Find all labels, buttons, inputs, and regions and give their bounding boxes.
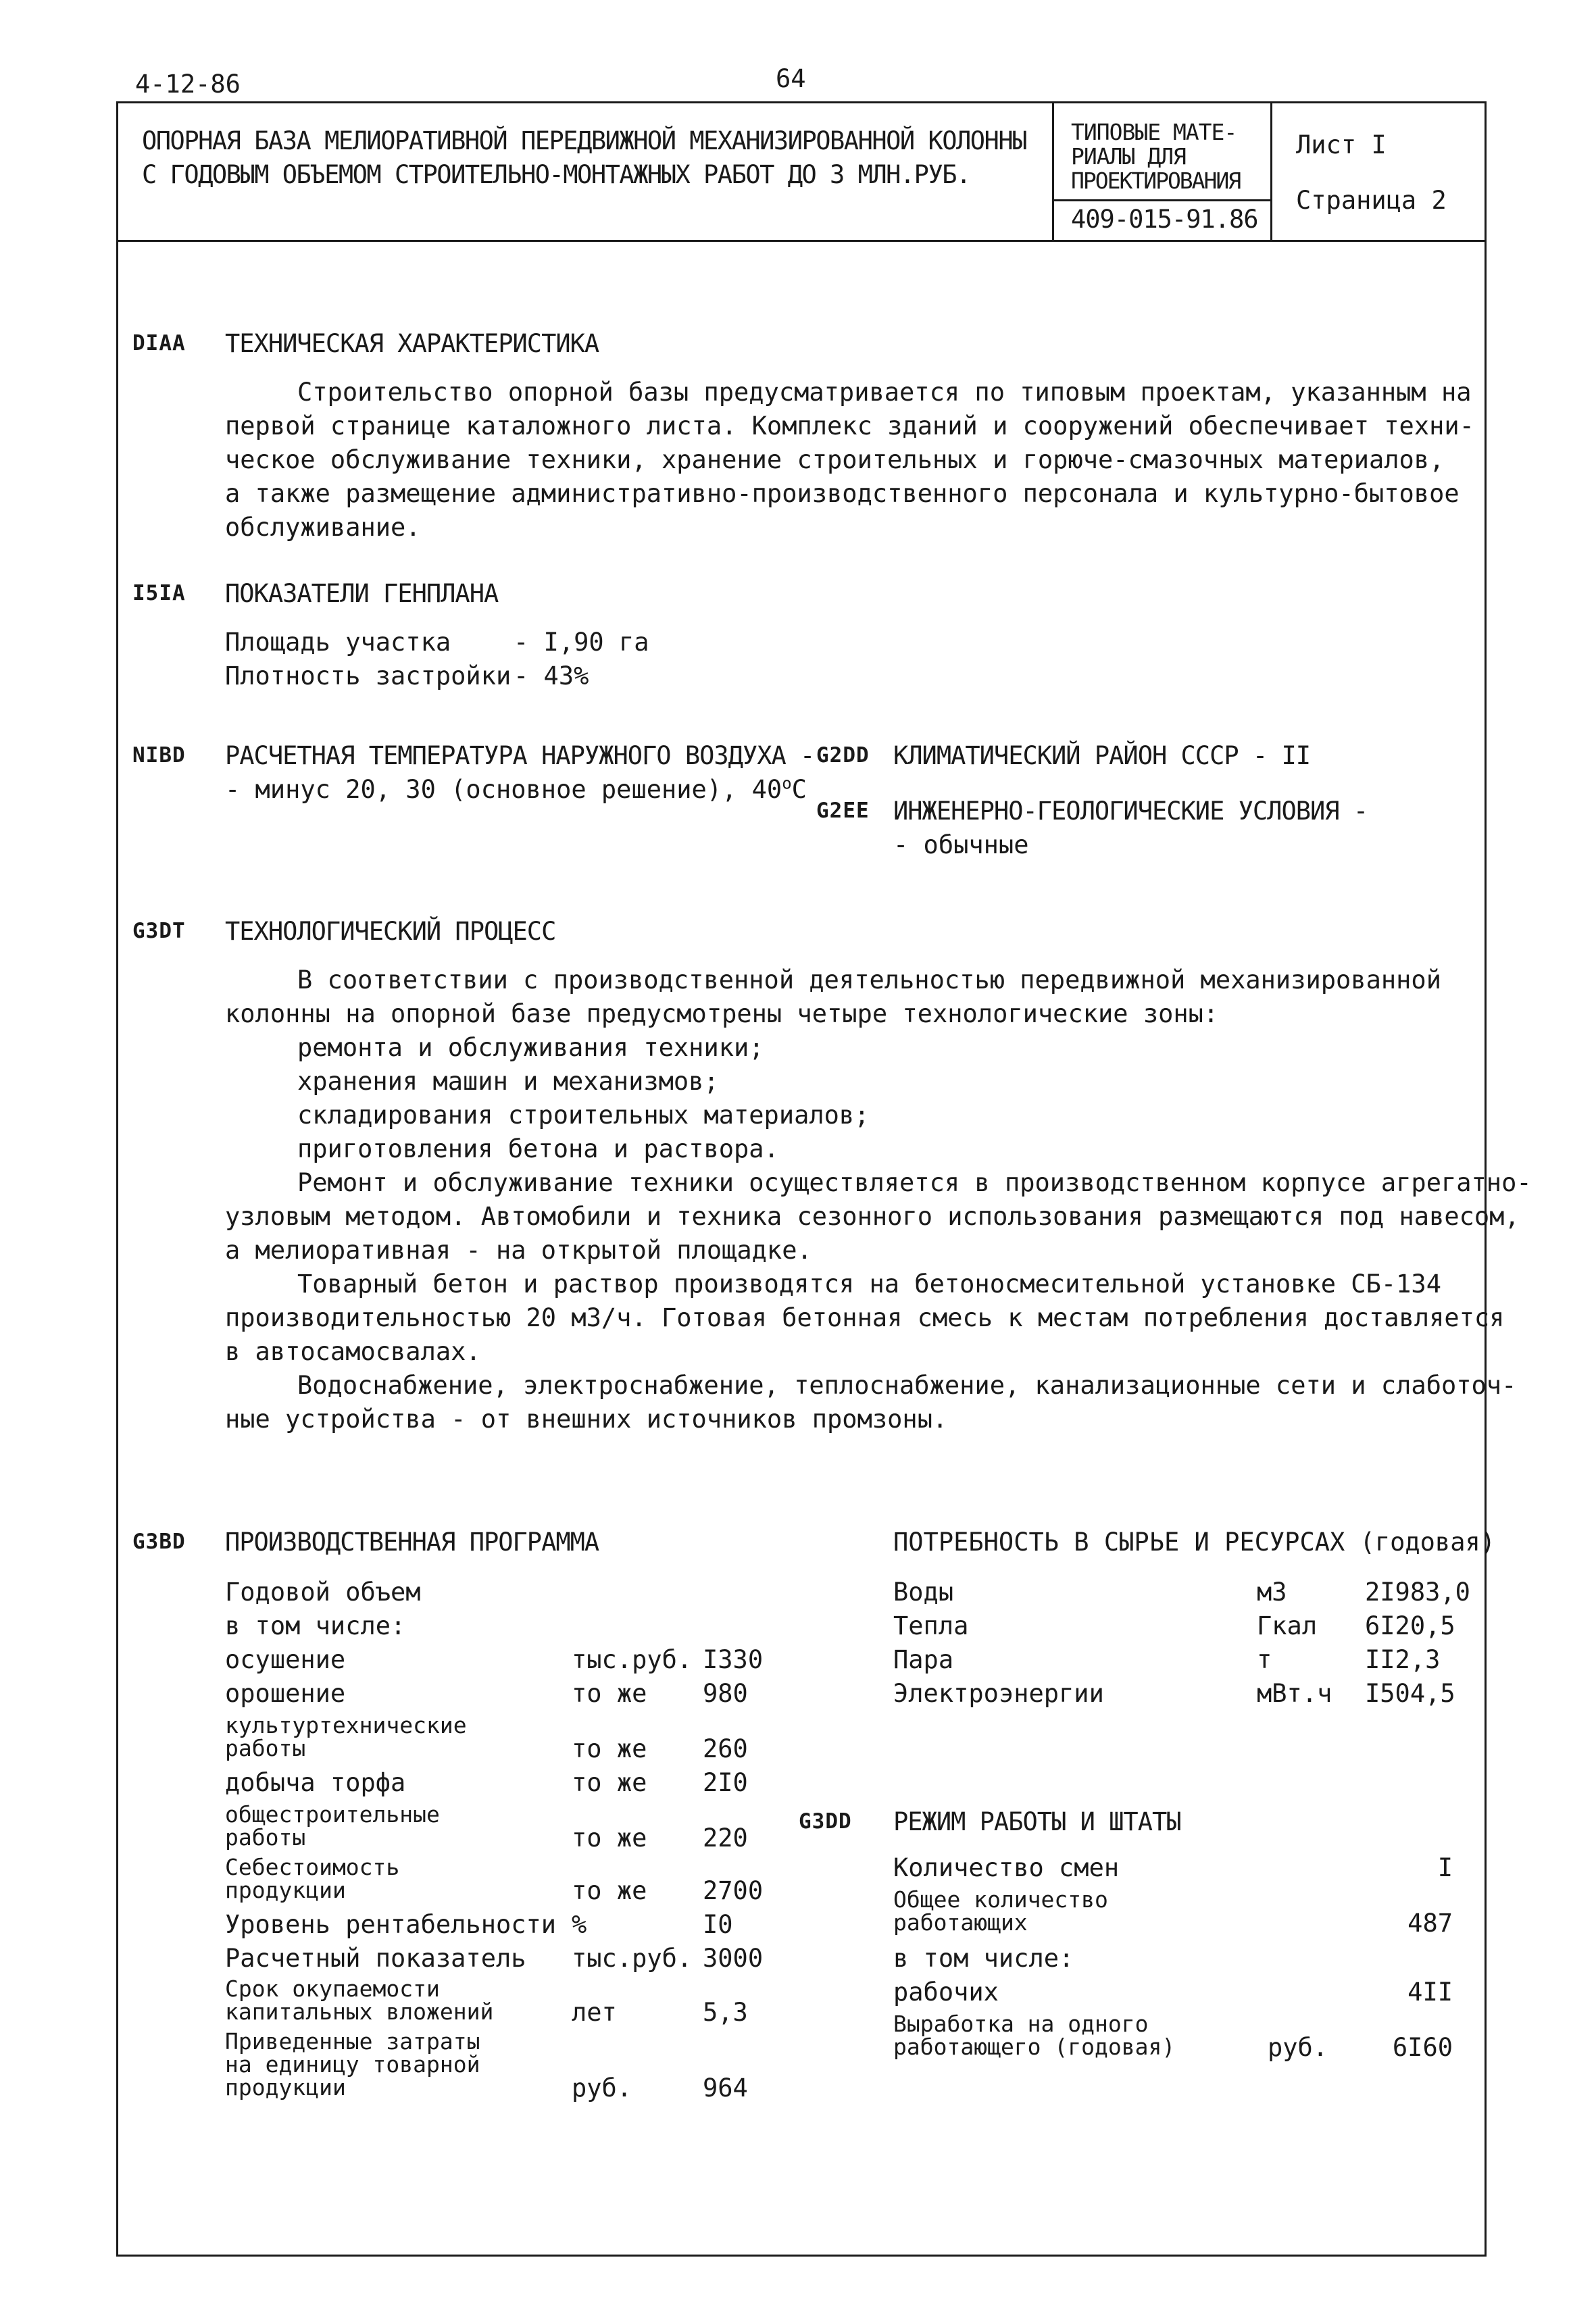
program-unit: то же — [572, 1679, 647, 1708]
program-label: орошение — [225, 1679, 346, 1708]
header-col-divider-2 — [1270, 101, 1272, 241]
program-label: Расчетный показатель — [225, 1944, 526, 1973]
resource-unit: м3 — [1257, 1578, 1287, 1607]
program-label: Себестоимость — [225, 1854, 400, 1880]
program-label: осушение — [225, 1645, 346, 1674]
genplan-value: - 43% — [514, 661, 589, 690]
section-heading: ПОКАЗАТЕЛИ ГЕНПЛАНА — [225, 579, 499, 608]
program-label: продукции — [225, 2074, 346, 2101]
paragraph-line: узловым методом. Автомобили и техника сезонного использования размещаются под навесом, — [225, 1202, 1520, 1231]
resource-unit: Гкал — [1257, 1611, 1318, 1640]
section-code: G2DD — [816, 743, 870, 768]
paragraph-line: Товарный бетон и раствор производятся на бетоносмесительной установке СБ-134 — [297, 1269, 1441, 1299]
paragraph-line: производительностью 20 м3/ч. Готовая бетонная смесь к местам потребления доставляется — [225, 1303, 1505, 1332]
materials-line-3: ПРОЕКТИРОВАНИЯ — [1071, 168, 1241, 194]
paragraph-line: колонны на опорной базе предусмотрены четыре технологические зоны: — [225, 999, 1219, 1028]
paragraph-line: а мелиоративная - на открытой площадке. — [225, 1236, 812, 1265]
program-label: общестроительные — [225, 1801, 440, 1828]
paragraph-line: ремонта и обслуживания техники; — [297, 1033, 764, 1062]
header-divider — [116, 240, 1487, 242]
temperature-values: - минус 20, 30 (основное решение), $40^оС$ — [225, 774, 807, 804]
program-unit: то же — [572, 1768, 647, 1797]
header-series-divider — [1052, 199, 1271, 201]
staff-label: работающего (годовая) — [893, 2034, 1176, 2060]
resource-label: Электроэнергии — [893, 1679, 1104, 1708]
resource-label: Тепла — [893, 1611, 969, 1640]
staff-value: 487 — [1407, 1909, 1453, 1938]
climate-region: КЛИМАТИЧЕСКИЙ РАЙОН СССР - II — [893, 741, 1311, 770]
materials-line-2: РИАЛЫ ДЛЯ — [1071, 143, 1186, 170]
page-number: 64 — [776, 64, 806, 93]
program-value: I330 — [703, 1645, 764, 1674]
staff-label: Выработка на одного — [893, 2011, 1149, 2037]
title-line-1: ОПОРНАЯ БАЗА МЕЛИОРАТИВНОЙ ПЕРЕДВИЖНОЙ МЕХАНИЗИРОВАННОЙ КОЛОННЫ — [142, 126, 1026, 155]
staff-label: Общее количество — [893, 1886, 1108, 1913]
program-label: капитальных вложений — [225, 1998, 494, 2025]
program-label: продукции — [225, 1877, 346, 1903]
resource-value: 6I20,5 — [1365, 1611, 1455, 1640]
paragraph-line: В соответствии с производственной деятельностью передвижной механизированной — [297, 965, 1441, 995]
resource-label: Воды — [893, 1578, 954, 1607]
program-label: работы — [225, 1735, 306, 1761]
resource-value: II2,3 — [1365, 1645, 1441, 1674]
program-label: культуртехнические — [225, 1712, 467, 1738]
section-code: I5IA — [132, 581, 186, 605]
staff-label: работающих — [893, 1909, 1028, 1936]
program-value: 5,3 — [703, 1998, 748, 2027]
resource-label: Пара — [893, 1645, 954, 1674]
section-code: G2EE — [816, 799, 870, 823]
resource-value: I504,5 — [1365, 1679, 1455, 1708]
section-code: NIBD — [132, 743, 186, 768]
paragraph-line: хранения машин и механизмов; — [297, 1067, 719, 1096]
series-number: 409-015-91.86 — [1071, 205, 1258, 234]
program-value: 260 — [703, 1734, 748, 1763]
program-unit: тыс.руб. — [572, 1944, 693, 1973]
genplan-label: Плотность застройки — [225, 661, 512, 690]
program-value: 220 — [703, 1823, 748, 1853]
section-heading: РЕЖИМ РАБОТЫ И ШТАТЫ — [893, 1807, 1181, 1836]
paragraph-line: складирования строительных материалов; — [297, 1101, 870, 1130]
staff-unit: руб. — [1268, 2033, 1328, 2062]
program-unit: тыс.руб. — [572, 1645, 693, 1674]
genplan-value: - I,90 га — [514, 628, 649, 657]
staff-value: 4II — [1407, 1978, 1453, 2007]
program-unit: то же — [572, 1876, 647, 1905]
program-label: добыча торфа — [225, 1768, 406, 1797]
program-value: 3000 — [703, 1944, 764, 1973]
paragraph-line: первой странице каталожного листа. Комплекс зданий и сооружений обеспечивает техни- — [225, 411, 1474, 441]
section-heading: ТЕХНИЧЕСКАЯ ХАРАКТЕРИСТИКА — [225, 329, 599, 358]
program-unit: то же — [572, 1734, 647, 1763]
staff-label: в том числе: — [893, 1944, 1074, 1973]
program-label: Срок окупаемости — [225, 1976, 440, 2002]
program-label: Годовой объем — [225, 1578, 421, 1607]
program-value: 2I0 — [703, 1768, 748, 1797]
section-code: G3DT — [132, 919, 186, 943]
paragraph-line: а также размещение административно-производственного персонала и культурно-бытовое — [225, 479, 1460, 508]
geology-conditions-value: - обычные — [893, 830, 1029, 859]
program-label: Приведенные затраты — [225, 2028, 480, 2055]
program-unit: лет — [572, 1998, 617, 2027]
sheet-label: Лист I — [1296, 130, 1387, 159]
paragraph-line: ческое обслуживание техники, хранение строительных и горюче-смазочных материалов, — [225, 445, 1445, 474]
doc-code: 4-12-86 — [135, 70, 241, 99]
section-code: G3BD — [132, 1530, 186, 1554]
staff-label: рабочих — [893, 1978, 999, 2007]
resource-unit: мВт.ч — [1257, 1679, 1332, 1708]
resource-value: 2I983,0 — [1365, 1578, 1470, 1607]
program-label: Уровень рентабельности — [225, 1910, 557, 1939]
program-label: на единицу товарной — [225, 2051, 480, 2078]
genplan-label: Площадь участка — [225, 628, 451, 657]
section-heading: ПРОИЗВОДСТВЕННАЯ ПРОГРАММА — [225, 1528, 599, 1557]
staff-value: 6I60 — [1392, 2033, 1453, 2062]
section-heading: ТЕХНОЛОГИЧЕСКИЙ ПРОЦЕСС — [225, 917, 556, 946]
section-code: G3DD — [799, 1809, 852, 1834]
program-unit: руб. — [572, 2073, 632, 2103]
section-code: DIAA — [132, 331, 186, 355]
page-label: Страница 2 — [1296, 186, 1447, 215]
paragraph-line: Строительство опорной базы предусматривается по типовым проектам, указанным на — [297, 378, 1472, 407]
paragraph-line: Водоснабжение, электроснабжение, теплоснабжение, канализационные сети и слаботоч- — [297, 1371, 1517, 1400]
program-label: в том числе: — [225, 1611, 406, 1640]
header-col-divider-1 — [1052, 101, 1054, 241]
program-value: 980 — [703, 1679, 748, 1708]
program-unit: то же — [572, 1823, 647, 1853]
materials-line-1: ТИПОВЫЕ МАТЕ- — [1071, 119, 1237, 145]
staff-value: I — [1437, 1853, 1453, 1882]
paragraph-line: в автосамосвалах. — [225, 1337, 481, 1366]
program-value: I0 — [703, 1910, 733, 1939]
resource-unit: т — [1257, 1645, 1272, 1674]
staff-label: Количество смен — [893, 1853, 1120, 1882]
program-value: 964 — [703, 2073, 748, 2103]
program-unit: % — [572, 1910, 587, 1939]
paragraph-line: Ремонт и обслуживание техники осуществляется в производственном корпусе агрегатно- — [297, 1168, 1532, 1197]
title-line-2: С ГОДОВЫМ ОБЪЕМОМ СТРОИТЕЛЬНО-МОНТАЖНЫХ РАБОТ ДО 3 МЛН.РУБ. — [142, 160, 970, 189]
program-value: 2700 — [703, 1876, 764, 1905]
section-heading: ПОТРЕБНОСТЬ В СЫРЬЕ И РЕСУРСАХ (годовая) — [893, 1528, 1496, 1557]
paragraph-line: обслуживание. — [225, 513, 421, 542]
paragraph-line: приготовления бетона и раствора. — [297, 1134, 779, 1163]
temperature-heading: РАСЧЕТНАЯ ТЕМПЕРАТУРА НАРУЖНОГО ВОЗДУХА - — [225, 741, 815, 770]
paragraph-line: ные устройства - от внешних источников промзоны. — [225, 1405, 948, 1434]
program-label: работы — [225, 1824, 306, 1851]
geology-conditions: ИНЖЕНЕРНО-ГЕОЛОГИЧЕСКИЕ УСЛОВИЯ - — [893, 797, 1368, 826]
